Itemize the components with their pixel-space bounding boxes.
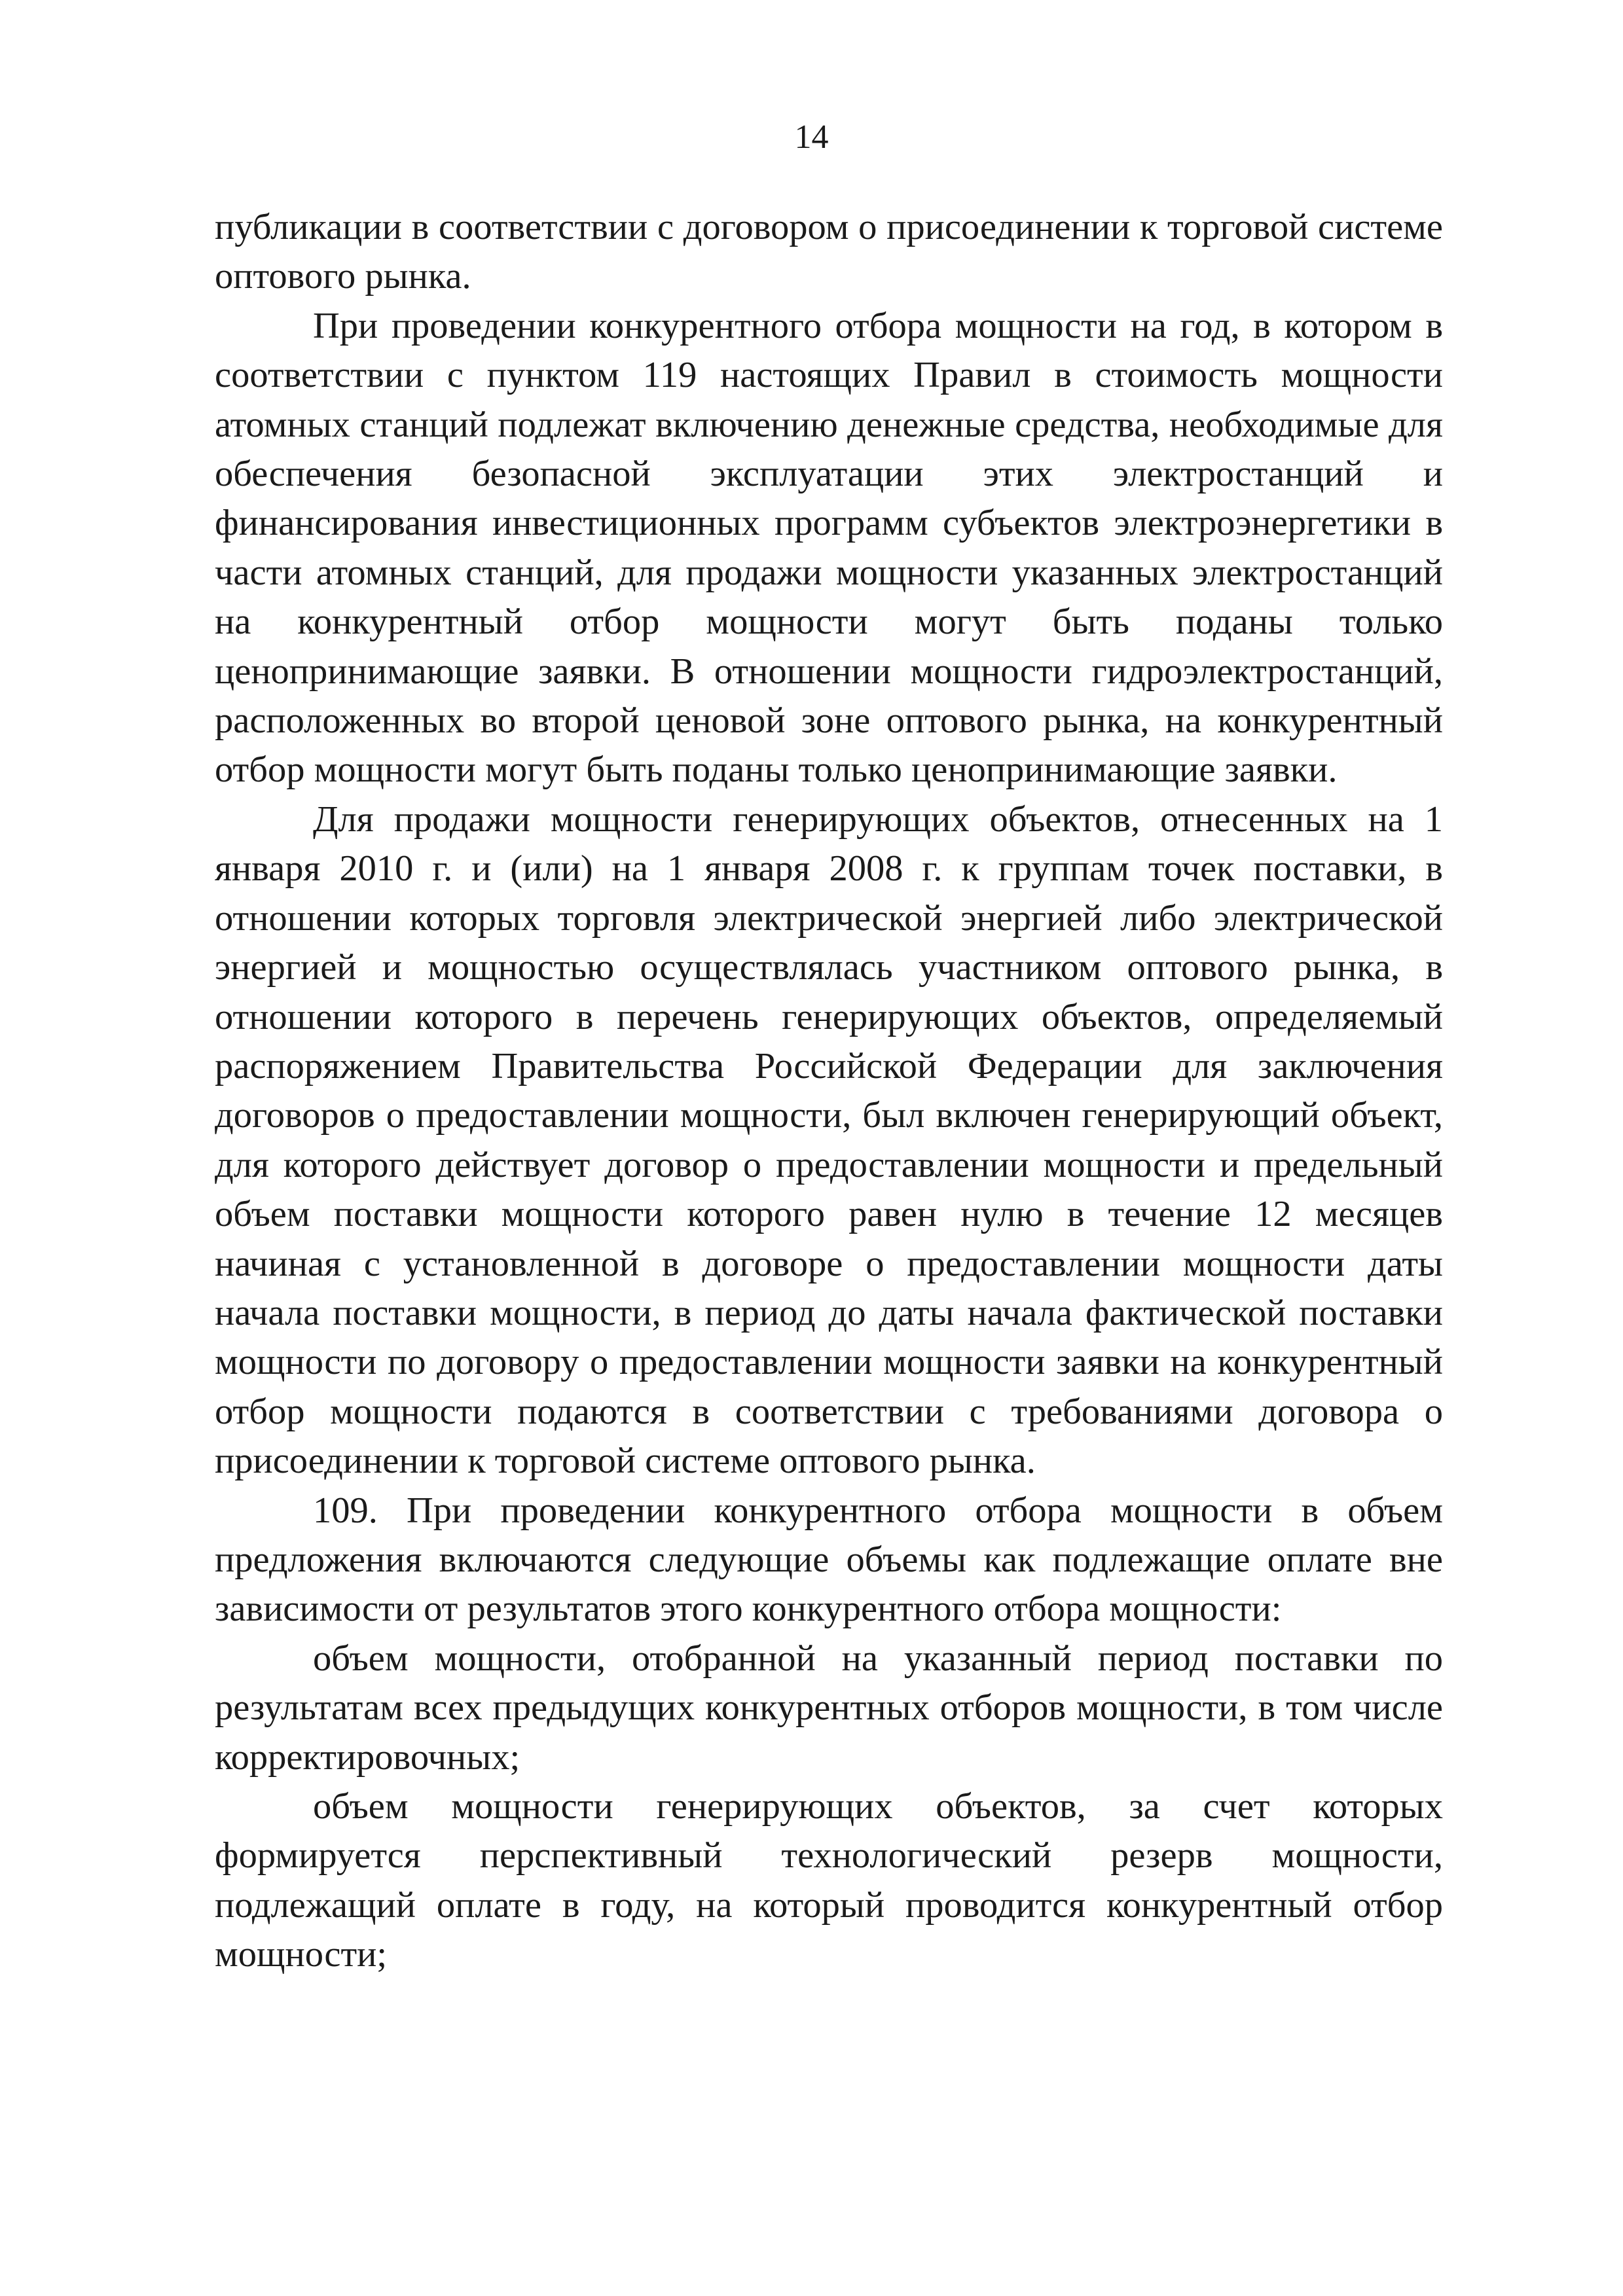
paragraph-generating-objects: Для продажи мощности генерирующих объектов, отнесенных на 1 января 2010 г. и (или) на 1 января 2008 г. к группам точек поставки, в отношении которых торговля электрической энергией либо электрической энергией и мощностью осуществлялась участником оптового рынка, в отношении которого в перечень генерирующих объектов, определяемый распоряжением Правительства Российской Федерации для заключения договоров о предоставлении мощности, был включен генерирующий объект, для которого действует договор о предоставлении мощности и предельный объем поставки мощности которого равен нулю в течение 12 месяцев начиная с установленной в договоре о предоставлении мощности даты начала поставки мощности, в период до даты начала фактической поставки мощности по договору о предоставлении мощности заявки на конкурентный отбор мощности подаются в соответствии с требованиями договора о присоединении к торговой системе оптового рынка. <box>215 798 1443 1482</box>
list-item-reserve-capacity: объем мощности генерирующих объектов, за счет которых формируется перспективный технологический резерв мощности, подлежащий оплате в году, на который проводится конкурентный отбор мощности; <box>215 1786 1443 1975</box>
list-item-selected-capacity: объем мощности, отобранной на указанный период поставки по результатам всех предыдущих конкурентных отборов мощности, в том числе корректировочных; <box>215 1638 1443 1778</box>
paragraph-nuclear-stations: При проведении конкурентного отбора мощности на год, в котором в соответствии с пунктом 119 настоящих Правил в стоимость мощности атомных станций подлежат включению денежные средства, необходимые для обеспечения безопасной эксплуатации этих электростанций и финансирования инвестиционных программ субъектов электроэнергетики в части атомных станций, для продажи мощности указанных электростанций на конкурентный отбор мощности могут быть поданы только ценопринимающие заявки. В отношении мощности гидроэлектростанций, расположенных во второй ценовой зоне оптового рынка, на конкурентный отбор мощности могут быть поданы только ценопринимающие заявки. <box>215 305 1443 791</box>
document-body <box>215 203 1443 1980</box>
page-number: 14 <box>794 118 829 156</box>
paragraph-item-109: 109. При проведении конкурентного отбора мощности в объем предложения включаются следующие объемы как подлежащие оплате вне зависимости от результатов этого конкурентного отбора мощности: <box>215 1490 1443 1630</box>
paragraph-continuation: публикации в соответствии с договором о присоединении к торговой системе оптового рынка. <box>215 207 1443 297</box>
